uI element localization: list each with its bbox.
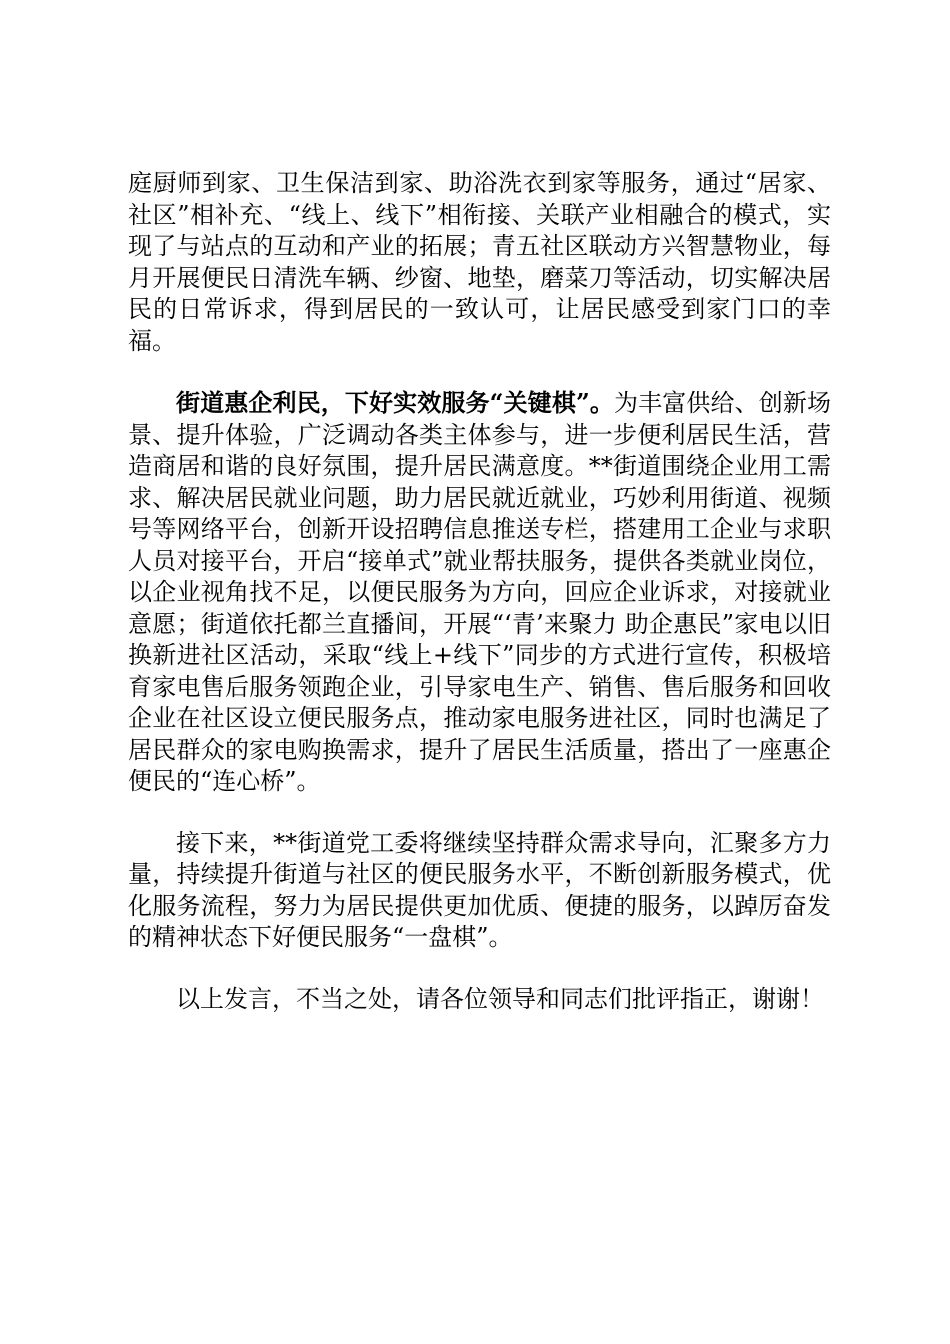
paragraph-enterprise-service [128,387,831,798]
paragraph-lead-heading: 街道惠企利民，下好实效服务“关键棋”。 [176,388,614,417]
paragraph-closing [128,984,831,1016]
paragraph-next-steps [128,828,831,954]
paragraph-text: 庭厨师到家、卫生保洁到家、助浴洗衣到家等服务，通过“居家、社区”相补充、“线上、线下”相衔接、关联产业相融合的模式，实现了与站点的互动和产业的拓展；青五社区联动方兴智慧物业，每月开展便民日清洗车辆、纱窗、地垫，磨菜刀等活动，切实解决居民的日常诉求，得到居民的一致认可，让居民感受到家门口的幸福。 [128,169,831,355]
paragraph-text: 以上发言，不当之处，请各位领导和同志们批评指正，谢谢！ [176,984,824,1013]
paragraph-text: 为丰富供给、创新场景、提升体验，广泛调动各类主体参与，进一步便利居民生活，营造商居和谐的良好氛围，提升居民满意度。**街道围绕企业用工需求、解决居民就业问题，助力居民就近就业，巧妙利用街道、视频号等网络平台，创新开设招聘信息推送专栏，搭建用工企业与求职人员对接平台，开启“接单式”就业帮扶服务，提供各类就业岗位，以企业视角找不足，以便民服务为方向，回应企业诉求，对接就业意愿；街道依托都兰直播间，开展“‘青’来聚力 助企惠民”家电以旧换新进社区活动，采取“线上+线下”同步的方式进行宣传，积极培育家电售后服务领跑企业，引导家电生产、销售、售后服务和回收企业在社区设立便民服务点，推动家电服务进社区，同时也满足了居民群众的家电购换需求，提升了居民生活质量，搭出了一座惠企便民的“连心桥”。 [128,389,832,795]
document-body [128,168,831,1015]
paragraph-continuation [128,168,831,357]
paragraph-text: 接下来，**街道党工委将继续坚持群众需求导向，汇聚多方力量，持续提升街道与社区的便民服务水平，不断创新服务模式，优化服务流程，努力为居民提供更加优质、便捷的服务，以踔厉奋发的精神状态下好便民服务“一盘棋”。 [128,828,831,951]
